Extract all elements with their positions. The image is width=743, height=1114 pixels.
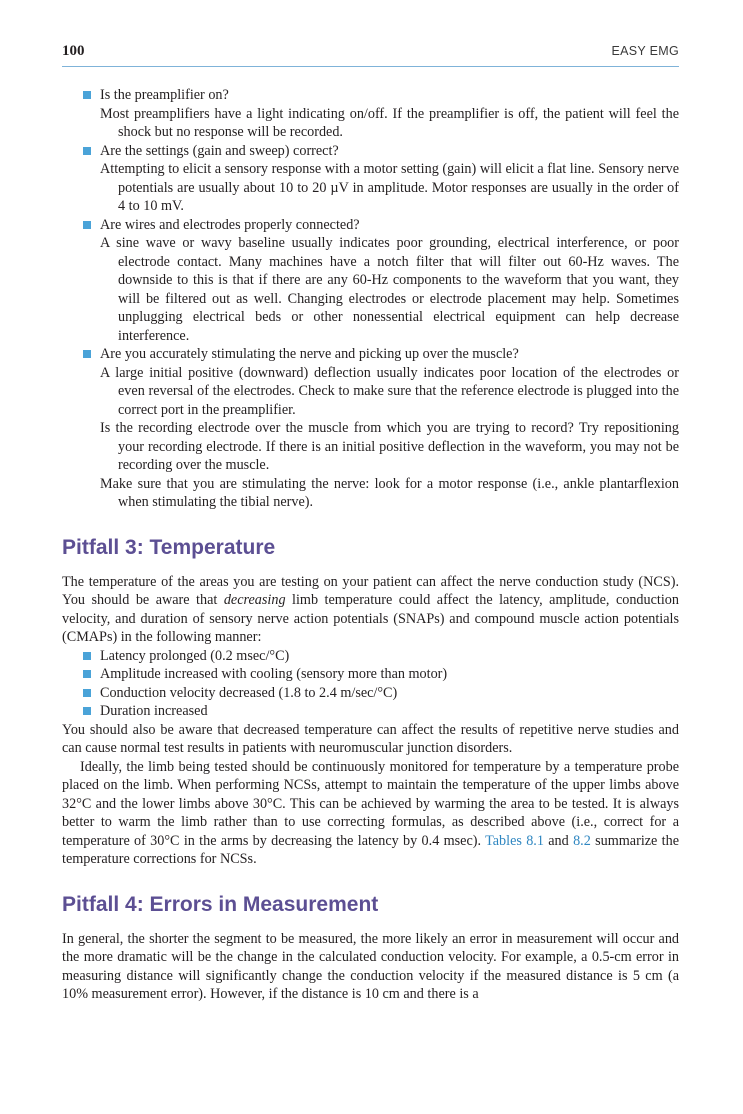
list-item — [62, 647, 679, 666]
paragraph-text: limb temperature could affect the latency, amplitude, conduction velocity, and duration of sensory nerve action potentials (SNAPs) and compound muscle action potentials (CMAPs) in the following manner: — [62, 592, 679, 645]
header-rule — [62, 66, 679, 67]
paragraph: You should also be aware that decreased temperature can affect the results of repetitive nerve studies and can cause normal test results in patients with neuromuscular junction disorders. — [62, 721, 679, 756]
answer-text: A large initial positive (downward) deflection usually indicates poor location of the electrodes or even reversal of the electrodes. Check to make sure that the reference electrode is plugged into the correct port in the preamplifier. — [100, 364, 679, 418]
paragraph-text: The temperature of the areas you are testing on your patient can affect the nerve conduction study (NCS). You should be aware that — [62, 573, 679, 608]
square-bullet-icon — [83, 91, 91, 99]
square-bullet-icon — [83, 221, 91, 229]
question-text: Are wires and electrodes properly connected? — [100, 216, 360, 233]
square-bullet-icon — [83, 350, 91, 358]
paragraph: In general, the shorter the segment to be measured, the more likely an error in measurement will occur and the more dramatic will be the change in the calculated conduction velocity. For example, a 0.5-cm error in measuring distance will significantly change the conduction velocity if the measured distance is 5 cm (a 10% measurement error). However, if the distance is 10 cm and there is a — [62, 930, 679, 1002]
list-item — [62, 684, 679, 703]
square-bullet-icon — [83, 147, 91, 155]
page-header — [62, 43, 679, 65]
running-head: EASY EMG — [611, 44, 679, 58]
list-item — [62, 142, 679, 216]
list-item-text: Conduction velocity decreased (1.8 to 2.4 m/sec/°C) — [100, 684, 398, 701]
list-item-text: Duration increased — [100, 703, 208, 719]
square-bullet-icon — [83, 707, 91, 715]
question-text: Are you accurately stimulating the nerve and picking up over the muscle? — [100, 346, 519, 362]
answer-text: Make sure that you are stimulating the nerve: look for a motor response (i.e., ankle plantarflexion when stimulating the tibial nerve). — [100, 475, 679, 510]
section-heading-pitfall-4: Pitfall 4: Errors in Measurement — [62, 892, 379, 916]
answer-text: A sine wave or wavy baseline usually indicates poor grounding, electrical interference, or poor electrode contact. Many machines have a notch filter that will filter out 60-Hz waves. The downside to this is that if there are any 60-Hz components to the waveform that you want, they will be filtered out as well. Changing electrodes or electrode placement may help. Sometimes unplugging electrical beds or other nonessential electrical equipment can help decrease interference. — [100, 235, 679, 344]
emphasis-text: decreasing — [223, 592, 286, 608]
answer-text: Attempting to elicit a sensory response with a motor setting (gain) will elicit a flat line. Sensory nerve potentials are usually about 10 to 20 µV in amplitude. Motor responses are usually in the order of 4 to 10 mV. — [100, 161, 679, 214]
square-bullet-icon — [83, 689, 91, 697]
troubleshooting-list — [62, 86, 679, 512]
page-content — [62, 86, 679, 1004]
paragraph-text: Ideally, the limb being tested should be continuously monitored for temperature by a temperature probe placed on the limb. When performing NCSs, attempt to maintain the temperature of the upper limbs above 32°C and the lower limbs above 30°C. This can be achieved by warming the area to be tested. It is always better to warm the limb rather than to use correcting formulas, as described above (i.e., correct for a temperature of 30°C in the arms by decreasing the latency by 0.4 msec). — [62, 758, 679, 849]
table-link[interactable]: Tables 8.1 — [485, 832, 544, 849]
list-item-text: Latency prolonged (0.2 msec/°C) — [100, 647, 290, 664]
square-bullet-icon — [83, 670, 91, 678]
section-heading-pitfall-3: Pitfall 3: Temperature — [62, 535, 276, 559]
temperature-effects-list — [62, 647, 679, 721]
page-number: 100 — [62, 43, 85, 59]
list-item-text: Amplitude increased with cooling (sensory more than motor) — [100, 666, 448, 682]
question-text: Is the preamplifier on? — [100, 87, 229, 103]
list-item — [62, 216, 679, 346]
square-bullet-icon — [83, 652, 91, 660]
answer-text: Most preamplifiers have a light indicating on/off. If the preamplifier is off, the patient will feel the shock but no response will be recorded. — [100, 105, 679, 140]
table-link[interactable]: 8.2 — [573, 832, 591, 849]
list-item — [62, 665, 679, 684]
paragraph-text: summarize the temperature corrections for NCSs. — [62, 832, 679, 867]
question-text: Are the settings (gain and sweep) correct? — [100, 142, 339, 159]
paragraph — [62, 573, 679, 647]
paragraph — [62, 758, 679, 869]
list-item — [62, 345, 679, 512]
list-item — [62, 86, 679, 142]
list-item — [62, 702, 679, 721]
answer-text: Is the recording electrode over the muscle from which you are trying to record? Try repositioning your recording electrode. If there is an initial positive deflection in the waveform, you may not be recording over the muscle. — [100, 420, 679, 473]
paragraph-text: and — [543, 832, 574, 849]
